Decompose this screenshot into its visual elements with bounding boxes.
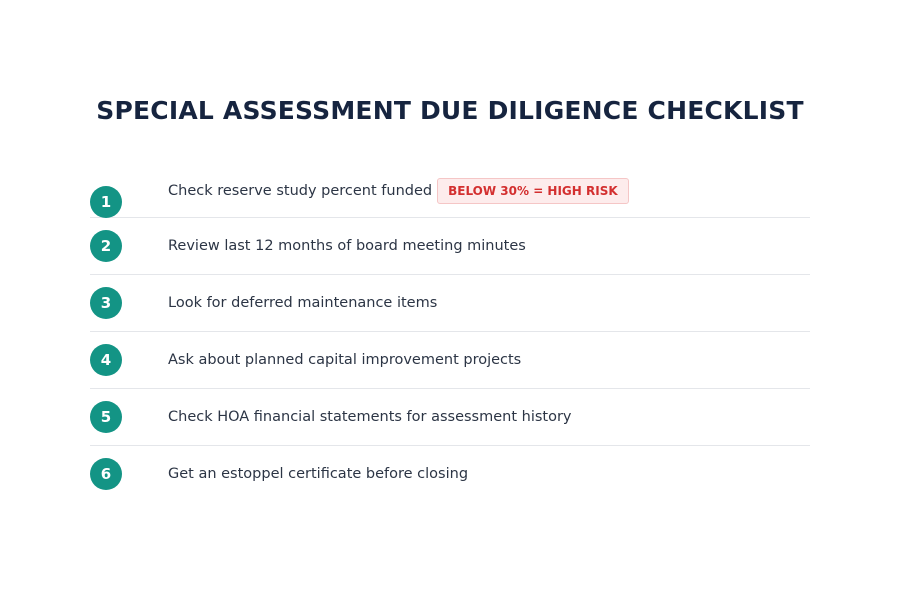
page-title: SPECIAL ASSESSMENT DUE DILIGENCE CHECKLIST — [96, 96, 804, 125]
step-number-badge: 3 — [90, 287, 122, 319]
checklist-item-content — [168, 352, 521, 368]
checklist-item-text: Check HOA financial statements for assessment history — [168, 409, 572, 425]
checklist-item-content — [168, 295, 437, 311]
checklist-item-content — [168, 178, 629, 204]
checklist-item-content — [168, 238, 526, 254]
checklist — [90, 163, 810, 502]
step-number-badge: 6 — [90, 458, 122, 490]
step-number-badge: 1 — [90, 186, 122, 218]
step-number-badge: 4 — [90, 344, 122, 376]
checklist-item-5 — [90, 389, 810, 446]
checklist-item-1 — [90, 163, 810, 218]
checklist-item-6 — [90, 446, 810, 502]
checklist-item-text: Review last 12 months of board meeting minutes — [168, 238, 526, 254]
step-number-badge: 5 — [90, 401, 122, 433]
checklist-item-content — [168, 409, 572, 425]
checklist-item-text: Get an estoppel certificate before closing — [168, 466, 469, 482]
checklist-item-text: Look for deferred maintenance items — [168, 295, 438, 311]
checklist-item-content — [168, 466, 468, 482]
checklist-item-text: Ask about planned capital improvement projects — [168, 352, 522, 368]
step-number-badge: 2 — [90, 230, 122, 262]
checklist-item-4 — [90, 332, 810, 389]
checklist-item-2 — [90, 218, 810, 275]
high-risk-tag: BELOW 30% = HIGH RISK — [437, 178, 629, 204]
checklist-item-3 — [90, 275, 810, 332]
checklist-item-text: Check reserve study percent funded — [168, 183, 433, 199]
